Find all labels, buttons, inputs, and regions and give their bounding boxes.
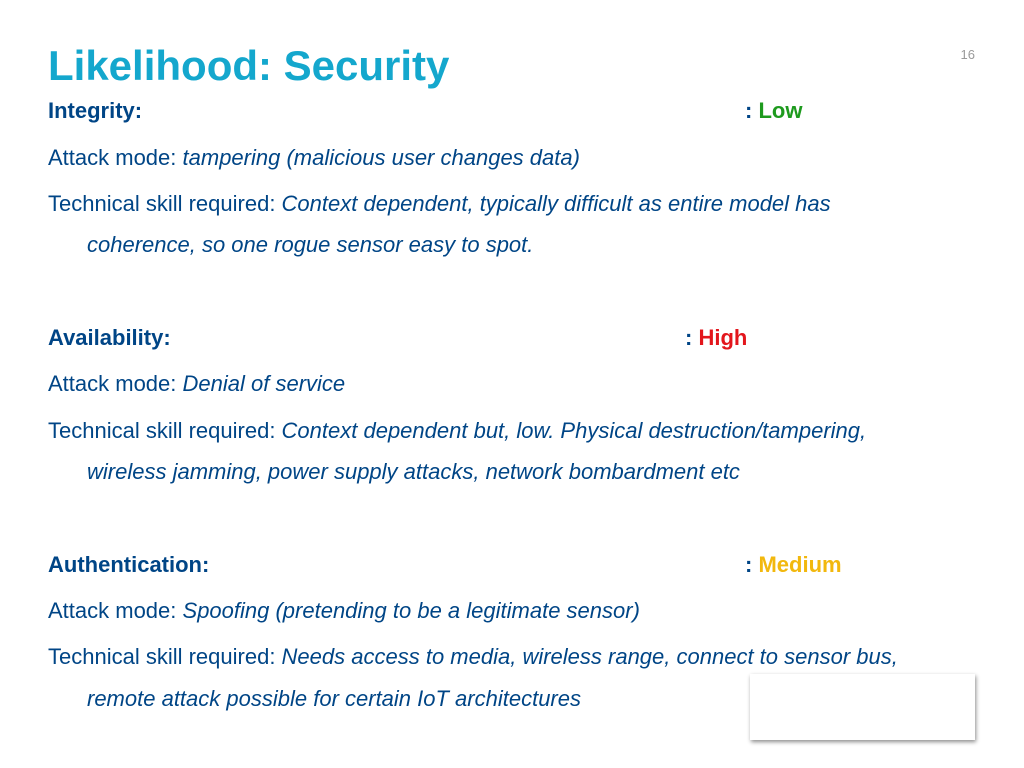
authentication-skill-value-line2: remote attack possible for certain IoT architectures [87, 686, 581, 711]
authentication-skill-label: Technical skill required: [48, 644, 282, 669]
availability-attack-label: Attack mode: [48, 371, 183, 396]
blank-text-box [750, 674, 975, 740]
availability-heading: Availability: [48, 325, 171, 350]
integrity-rating [745, 98, 802, 124]
availability-attack-value: Denial of service [182, 371, 346, 396]
authentication-rating-prefix: : [745, 552, 759, 577]
authentication-rating [745, 552, 842, 578]
integrity-skill [48, 191, 831, 217]
integrity-rating-value: Low [758, 98, 803, 123]
integrity-attack-value: tampering (malicious user changes data) [182, 145, 580, 170]
availability-skill-value-line2: wireless jamming, power supply attacks, network bombardment etc [87, 459, 740, 484]
authentication-attack-mode [48, 598, 640, 624]
integrity-skill-label: Technical skill required: [48, 191, 282, 216]
page-number: 16 [960, 47, 975, 62]
authentication-skill [48, 644, 898, 670]
availability-attack-mode [48, 371, 345, 397]
availability-rating [685, 325, 747, 351]
authentication-attack-value: Spoofing (pretending to be a legitimate sensor) [182, 598, 640, 623]
availability-skill-value-line1: Context dependent but, low. Physical destruction/tampering, [281, 418, 867, 443]
integrity-heading: Integrity: [48, 98, 143, 123]
authentication-attack-label: Attack mode: [48, 598, 183, 623]
availability-rating-value: High [698, 325, 748, 350]
integrity-rating-prefix: : [745, 98, 759, 123]
integrity-attack-label: Attack mode: [48, 145, 183, 170]
authentication-skill-value-line1: Needs access to media, wireless range, connect to sensor bus, [281, 644, 898, 669]
integrity-skill-value-line2: coherence, so one rogue sensor easy to spot. [87, 232, 534, 257]
availability-skill [48, 418, 866, 444]
slide-title: Likelihood: Security [48, 42, 450, 89]
authentication-rating-value: Medium [758, 552, 842, 577]
availability-rating-prefix: : [685, 325, 699, 350]
availability-skill-label: Technical skill required: [48, 418, 282, 443]
integrity-attack-mode [48, 145, 580, 171]
authentication-heading: Authentication: [48, 552, 210, 577]
integrity-skill-value-line1: Context dependent, typically difficult as entire model has [281, 191, 831, 216]
